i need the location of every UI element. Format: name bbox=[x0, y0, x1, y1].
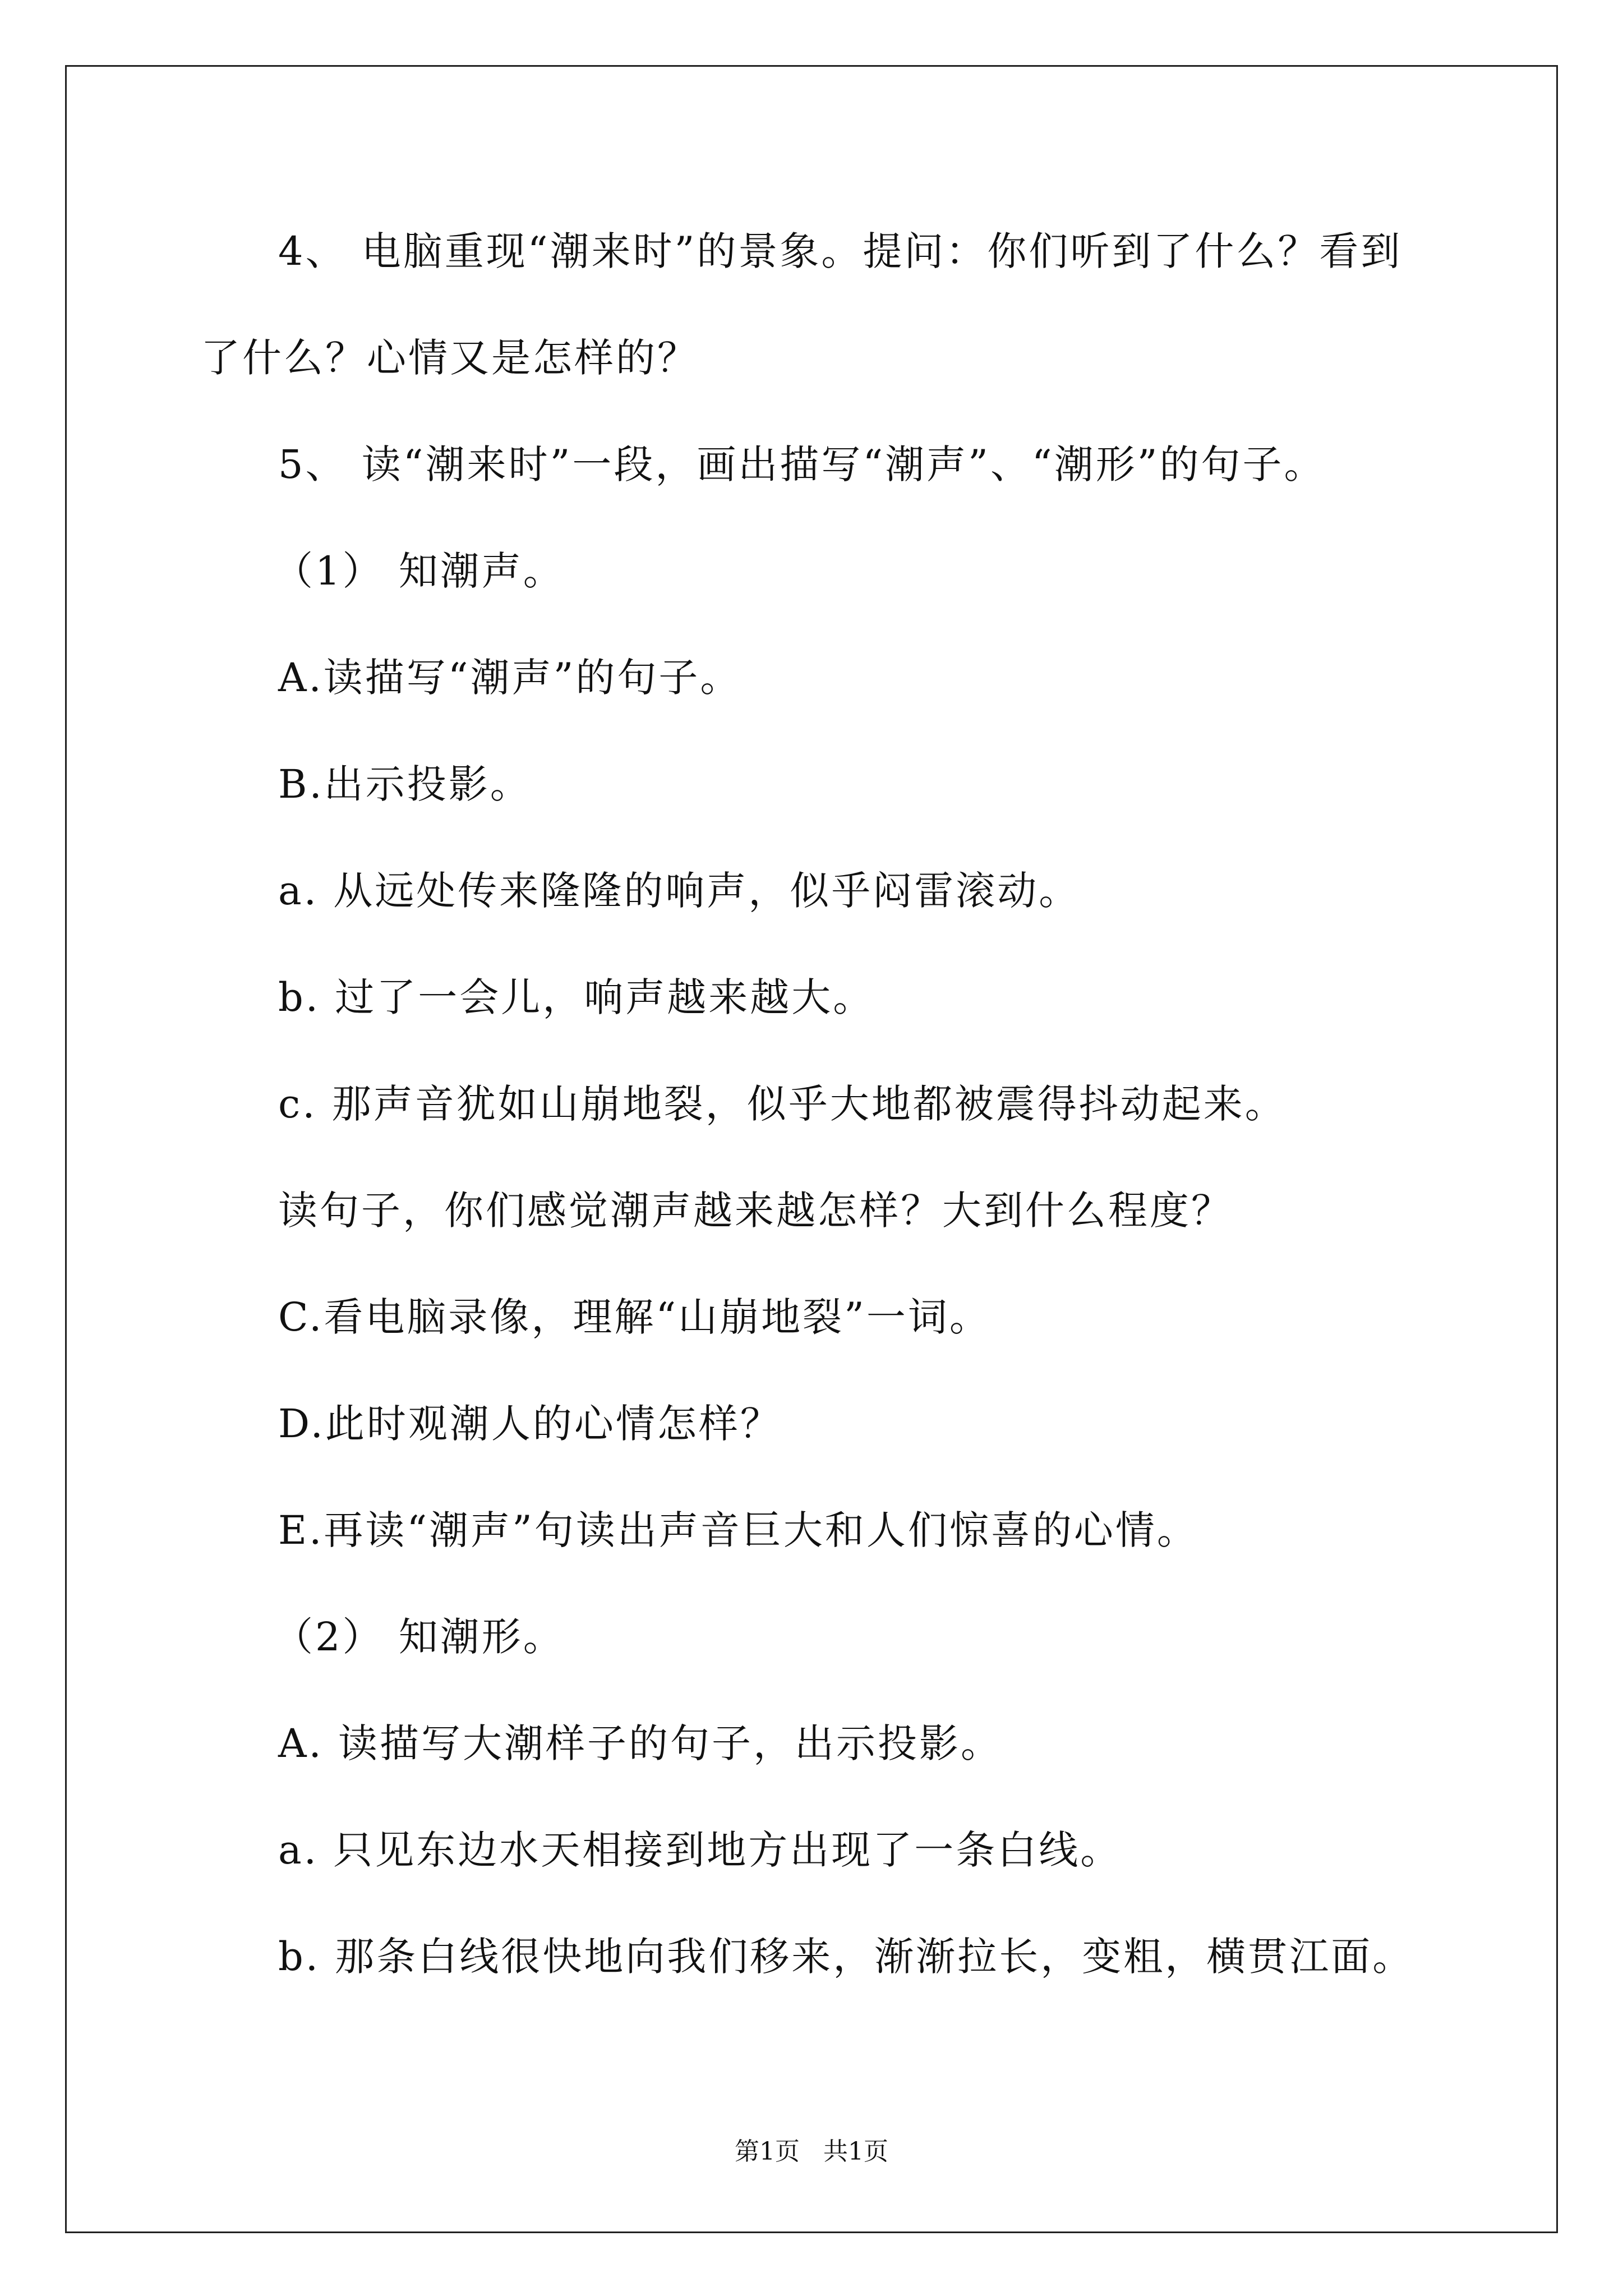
sentence-a-rumble: a. 从远处传来隆隆的响声，似乎闷雷滚动。 bbox=[278, 868, 1081, 914]
page-footer: 第1页 共1页 bbox=[735, 2137, 888, 2166]
item-c-video: C.看电脑录像，理解“山崩地裂”一词。 bbox=[278, 1294, 991, 1340]
item-e-reread: E.再读“潮声”句读出声音巨大和人们惊喜的心情。 bbox=[278, 1507, 1198, 1553]
item-a-read-shape: A. 读描写大潮样子的句子，出示投影。 bbox=[278, 1720, 1003, 1766]
paragraph-step-4: 4、 电脑重现“潮来时”的景象。提问：你们听到了什么？看到 bbox=[278, 228, 1403, 274]
sentence-c-earthquake: c. 那声音犹如山崩地裂，似乎大地都被震得抖动起来。 bbox=[278, 1081, 1287, 1127]
question-read-sentences: 读句子，你们感觉潮声越来越怎样？大到什么程度？ bbox=[278, 1188, 1233, 1234]
paragraph-step-5: 5、 读“潮来时”一段，画出描写“潮声”、“潮形”的句子。 bbox=[278, 441, 1326, 487]
paragraph-step-4-continued: 了什么？心情又是怎样的？ bbox=[201, 335, 699, 381]
item-d-mood: D.此时观潮人的心情怎样？ bbox=[278, 1401, 782, 1447]
sentence-b-louder: b. 过了一会儿，响声越来越大。 bbox=[278, 974, 875, 1020]
subheading-tide-shape: （2） 知潮形。 bbox=[274, 1614, 565, 1660]
sentence-b-line-moves: b. 那条白线很快地向我们移来，渐渐拉长，变粗，横贯江面。 bbox=[278, 1934, 1414, 1980]
item-b-show-projection: B.出示投影。 bbox=[278, 761, 532, 807]
item-a-read-sound: A.读描写“潮声”的句子。 bbox=[278, 655, 742, 701]
sentence-a-white-line: a. 只见东边水天相接到地方出现了一条白线。 bbox=[278, 1827, 1122, 1873]
page-border bbox=[65, 65, 1558, 2233]
subheading-tide-sound: （1） 知潮声。 bbox=[274, 548, 565, 594]
